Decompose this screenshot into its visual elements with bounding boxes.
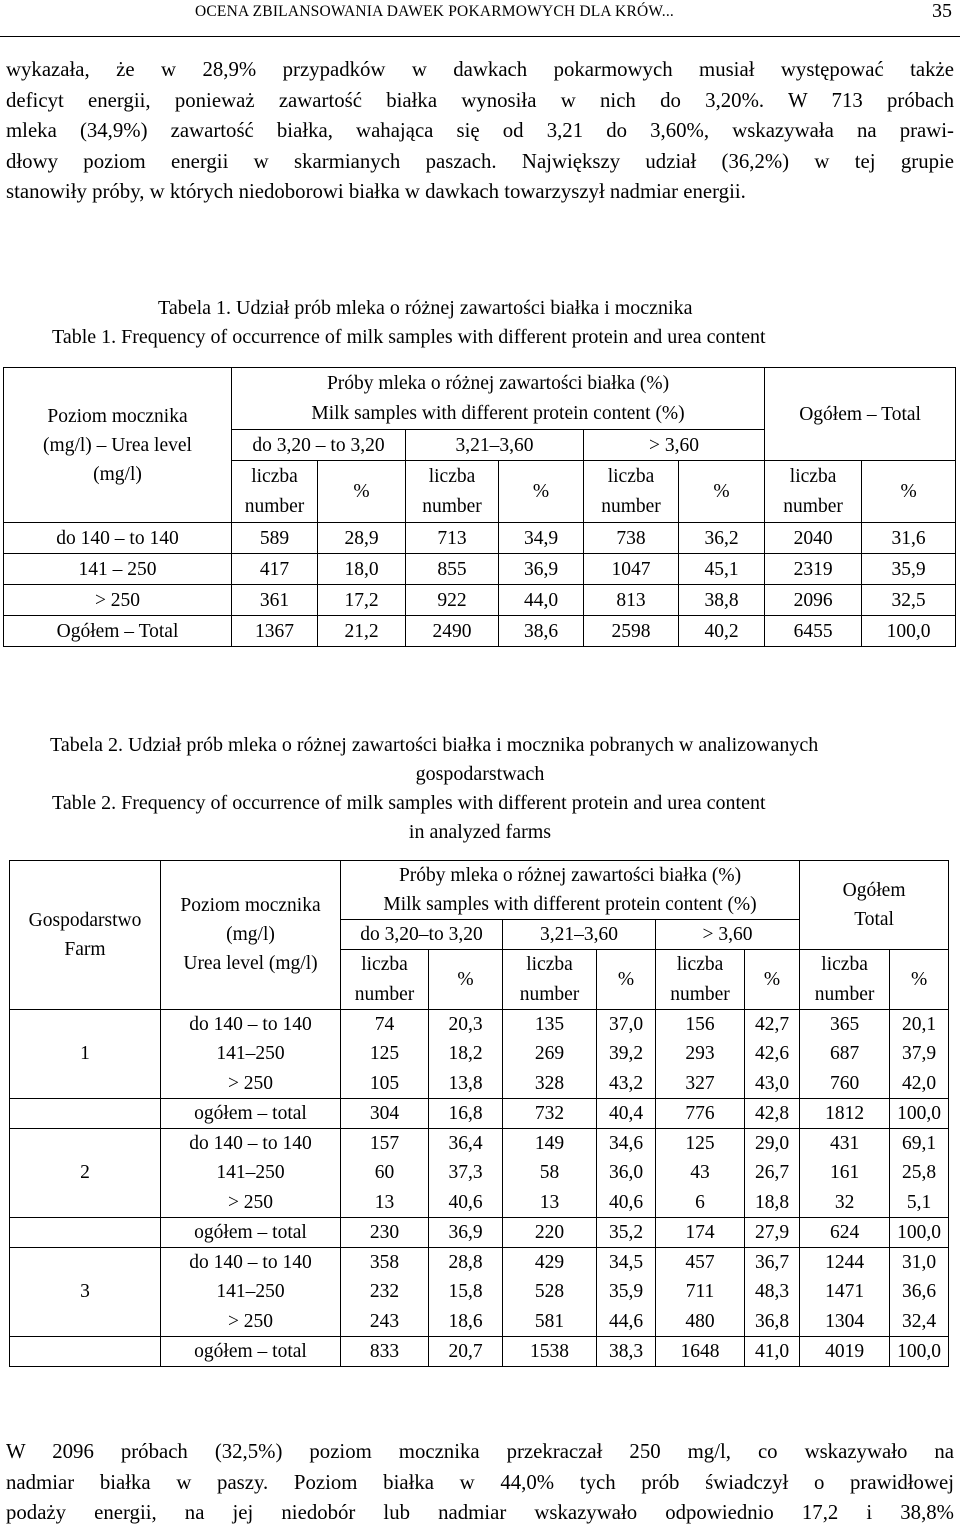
cell: 135 [503,1009,597,1039]
text-line: dłowy poziom energii w skarmianych paszach. Największy udział (36,2%) w tej grupie [6,149,954,173]
table1-header-group-pl: Próby mleka o różnej zawartości białka (%) [232,368,765,399]
cell: 243 [341,1307,429,1337]
cell: 42,7 [745,1009,800,1039]
table1-liczba: liczba [765,461,862,492]
table-row-total [10,1336,949,1366]
cell: 34,9 [499,523,584,554]
row-label: 141–250 [161,1277,341,1307]
cell: 417 [232,554,318,585]
cell: 13 [503,1188,597,1218]
table1-header-urea [4,368,232,523]
table2-caption-en-1: Table 2. Frequency of occurrence of milk samples with different protein and urea content [52,792,766,814]
cell: 74 [341,1009,429,1039]
table1-liczba: liczba [406,461,499,492]
table2-range-3: > 3,60 [656,920,800,950]
cell: 2598 [584,616,679,647]
text-line: nadmiar białka w paszy. Poziom białka w 44,0% tych prób świadczył o prawidłowej [6,1470,954,1494]
table1-number: number [232,492,318,523]
cell: 528 [503,1277,597,1307]
row-label: > 250 [4,585,232,616]
cell: 100,0 [862,616,956,647]
cell: 42,8 [745,1098,800,1128]
cell: 813 [584,585,679,616]
cell: 105 [341,1069,429,1099]
table2-range-2: 3,21–3,60 [503,920,656,950]
table2-caption-pl-1: Tabela 2. Udział prób mleka o różnej zawartości białka i mocznika pobranych w analizowanych [50,734,819,756]
table1-range-2: 3,21–3,60 [406,430,584,461]
cell: 38,8 [679,585,765,616]
table2-liczba: liczba [341,950,429,980]
cell: 28,8 [429,1247,503,1277]
farm-spacer [10,1217,161,1247]
table2-header-urea [161,861,341,1010]
cell: 60 [341,1158,429,1188]
row-label: 141–250 [161,1158,341,1188]
table2-caption-en-2: in analyzed farms [408,821,552,843]
cell: 18,0 [318,554,406,585]
farm-spacer [10,1336,161,1366]
cell: 27,9 [745,1217,800,1247]
cell: 45,1 [679,554,765,585]
cell: 40,4 [597,1098,656,1128]
table-row [10,1009,949,1039]
cell: 18,8 [745,1188,800,1218]
cell: 16,8 [429,1098,503,1128]
table2-liczba: liczba [656,950,745,980]
cell: 26,7 [745,1158,800,1188]
cell: 42,6 [745,1039,800,1069]
cell: 100,0 [890,1098,949,1128]
cell: 365 [800,1009,890,1039]
cell: 18,2 [429,1039,503,1069]
cell: 38,6 [499,616,584,647]
cell: 34,6 [597,1128,656,1158]
cell: 328 [503,1069,597,1099]
cell: 732 [503,1098,597,1128]
cell: 31,6 [862,523,956,554]
table1-pct: % [679,461,765,523]
cell: 36,7 [745,1247,800,1277]
cell: 48,3 [745,1277,800,1307]
row-label: do 140 – to 140 [161,1009,341,1039]
text-line: stanowiły próby, w których niedoborowi białka w dawkach towarzyszył nadmiar energii. [6,180,746,204]
row-label: do 140 – to 140 [161,1128,341,1158]
row-label: do 140 – to 140 [4,523,232,554]
cell: 480 [656,1307,745,1337]
cell: 100,0 [890,1336,949,1366]
cell: 125 [656,1128,745,1158]
header-text: Poziom mocznika [47,405,188,427]
table2-number: number [341,980,429,1010]
cell: 2040 [765,523,862,554]
cell: 15,8 [429,1277,503,1307]
table2-number: number [800,980,890,1010]
cell: 5,1 [890,1188,949,1218]
header-text: Farm [64,938,106,960]
cell: 2096 [765,585,862,616]
cell: 269 [503,1039,597,1069]
table1-caption-pl: Tabela 1. Udział prób mleka o różnej zawartości białka i mocznika [158,297,693,319]
cell: 31,0 [890,1247,949,1277]
text-line: podaży energii, na jej niedobór lub nadmiar wskazywało odpowiednio 17,2 i 38,8% [6,1501,954,1525]
text-line: wykazała, że w 28,9% przypadków w dawkach pokarmowych musiał występować także [6,58,954,81]
row-label: ogółem – total [161,1336,341,1366]
table2-header-group-en: Milk samples with different protein content (%) [341,890,800,920]
cell: 457 [656,1247,745,1277]
cell: 21,2 [318,616,406,647]
cell: 69,1 [890,1128,949,1158]
cell: 220 [503,1217,597,1247]
farm-id: 1 [10,1009,161,1098]
cell: 40,6 [597,1188,656,1218]
cell: 39,2 [597,1039,656,1069]
table2-number: number [656,980,745,1010]
table1-header-total: Ogółem – Total [765,368,956,461]
text-line: W 2096 próbach (32,5%) poziom mocznika przekraczał 250 mg/l, co wskazywało na [6,1440,954,1463]
table2-header-total [800,861,949,950]
cell: 431 [800,1128,890,1158]
table2-pct: % [745,950,800,1009]
cell: 44,6 [597,1307,656,1337]
row-label: 141 – 250 [4,554,232,585]
cell: 4019 [800,1336,890,1366]
table2-header-group-pl: Próby mleka o różnej zawartości białka (%) [341,861,800,891]
cell: 833 [341,1336,429,1366]
cell: 687 [800,1039,890,1069]
table-row [10,1247,949,1277]
header-text: Poziom mocznika [180,895,321,917]
cell: 327 [656,1069,745,1099]
header-text: (mg/l) [93,463,142,485]
cell: 232 [341,1277,429,1307]
table1-liczba: liczba [232,461,318,492]
cell: 1367 [232,616,318,647]
cell: 35,9 [862,554,956,585]
table1-caption-en: Table 1. Frequency of occurrence of milk samples with different protein and urea content [52,326,766,348]
cell: 711 [656,1277,745,1307]
row-label: > 250 [161,1188,341,1218]
header-text: Gospodarstwo [28,909,142,931]
cell: 156 [656,1009,745,1039]
cell: 358 [341,1247,429,1277]
cell: 41,0 [745,1336,800,1366]
cell: 36,6 [890,1277,949,1307]
table2 [9,860,949,1367]
cell: 42,0 [890,1069,949,1099]
cell: 29,0 [745,1128,800,1158]
cell: 1471 [800,1277,890,1307]
cell: 149 [503,1128,597,1158]
cell: 35,2 [597,1217,656,1247]
running-title: OCENA ZBILANSOWANIA DAWEK POKARMOWYCH DLA KRÓW... [195,3,675,20]
cell: 36,9 [499,554,584,585]
cell: 1812 [800,1098,890,1128]
cell: 429 [503,1247,597,1277]
cell: 361 [232,585,318,616]
table1-number: number [765,492,862,523]
farm-spacer [10,1098,161,1128]
cell: 36,2 [679,523,765,554]
table2-pct: % [429,950,503,1009]
cell: 1648 [656,1336,745,1366]
cell: 1244 [800,1247,890,1277]
cell: 581 [503,1307,597,1337]
cell: 161 [800,1158,890,1188]
cell: 157 [341,1128,429,1158]
table2-liczba: liczba [503,950,597,980]
table-row-total [10,1098,949,1128]
cell: 1538 [503,1336,597,1366]
table1-pct: % [499,461,584,523]
cell: 38,3 [597,1336,656,1366]
table2-pct: % [597,950,656,1009]
table-row [4,523,956,554]
header-text: Total [854,909,894,931]
cell: 855 [406,554,499,585]
cell: 2490 [406,616,499,647]
cell: 1047 [584,554,679,585]
page-number: 35 [932,0,952,22]
table1-number: number [406,492,499,523]
cell: 738 [584,523,679,554]
cell: 28,9 [318,523,406,554]
cell: 6455 [765,616,862,647]
cell: 43,2 [597,1069,656,1099]
table1-liczba: liczba [584,461,679,492]
cell: 125 [341,1039,429,1069]
cell: 32,4 [890,1307,949,1337]
cell: 37,3 [429,1158,503,1188]
cell: 35,9 [597,1277,656,1307]
cell: 37,0 [597,1009,656,1039]
row-label: > 250 [161,1307,341,1337]
cell: 760 [800,1069,890,1099]
cell: 20,1 [890,1009,949,1039]
cell: 922 [406,585,499,616]
table1-range-1: do 3,20 – to 3,20 [232,430,406,461]
cell: 25,8 [890,1158,949,1188]
cell: 20,3 [429,1009,503,1039]
cell: 37,9 [890,1039,949,1069]
table-row [10,1128,949,1158]
header-text: (mg/l) – Urea level [43,434,192,456]
cell: 6 [656,1188,745,1218]
text-line: mleka (34,9%) zawartość białka, wahająca się od 3,21 do 3,60%, wskazywała na prawi- [6,119,954,143]
paragraph-conclusion [6,1437,954,1529]
text-line: deficyt energii, ponieważ zawartość białka wynosiła w nich do 3,20%. W 713 próbach [6,88,954,112]
table2-range-1: do 3,20–to 3,20 [341,920,503,950]
cell: 18,6 [429,1307,503,1337]
header-text: (mg/l) [226,924,275,946]
row-label: 141–250 [161,1039,341,1069]
table2-liczba: liczba [800,950,890,980]
running-header [0,0,960,37]
table1-range-3: > 3,60 [584,430,765,461]
cell: 34,5 [597,1247,656,1277]
paragraph-intro [6,55,954,208]
table2-caption-pl-2: gospodarstwach [415,763,545,785]
row-label: > 250 [161,1069,341,1099]
cell: 43,0 [745,1069,800,1099]
cell: 13,8 [429,1069,503,1099]
table1-header-group-en: Milk samples with different protein content (%) [232,399,765,430]
table2-pct: % [890,950,949,1009]
cell: 36,0 [597,1158,656,1188]
cell: 293 [656,1039,745,1069]
cell: 40,6 [429,1188,503,1218]
cell: 58 [503,1158,597,1188]
cell: 624 [800,1217,890,1247]
cell: 100,0 [890,1217,949,1247]
table-row [4,585,956,616]
cell: 589 [232,523,318,554]
cell: 304 [341,1098,429,1128]
cell: 32 [800,1188,890,1218]
cell: 174 [656,1217,745,1247]
farm-id: 3 [10,1247,161,1336]
row-label: ogółem – total [161,1098,341,1128]
cell: 17,2 [318,585,406,616]
header-text: Ogółem [842,880,906,902]
cell: 230 [341,1217,429,1247]
table1 [3,367,956,647]
table2-header-farm [10,861,161,1010]
table1-pct: % [862,461,956,523]
cell: 1304 [800,1307,890,1337]
cell: 32,5 [862,585,956,616]
header-text: Urea level (mg/l) [183,953,318,975]
cell: 13 [341,1188,429,1218]
table2-number: number [503,980,597,1010]
table-row [4,554,956,585]
cell: 2319 [765,554,862,585]
table1-number: number [584,492,679,523]
cell: 44,0 [499,585,584,616]
cell: 36,9 [429,1217,503,1247]
farm-id: 2 [10,1128,161,1217]
cell: 20,7 [429,1336,503,1366]
table-row-total [10,1217,949,1247]
cell: 776 [656,1098,745,1128]
row-label: Ogółem – Total [4,616,232,647]
cell: 36,4 [429,1128,503,1158]
row-label: ogółem – total [161,1217,341,1247]
cell: 713 [406,523,499,554]
cell: 36,8 [745,1307,800,1337]
cell: 40,2 [679,616,765,647]
table-row [4,616,956,647]
cell: 43 [656,1158,745,1188]
table1-pct: % [318,461,406,523]
row-label: do 140 – to 140 [161,1247,341,1277]
